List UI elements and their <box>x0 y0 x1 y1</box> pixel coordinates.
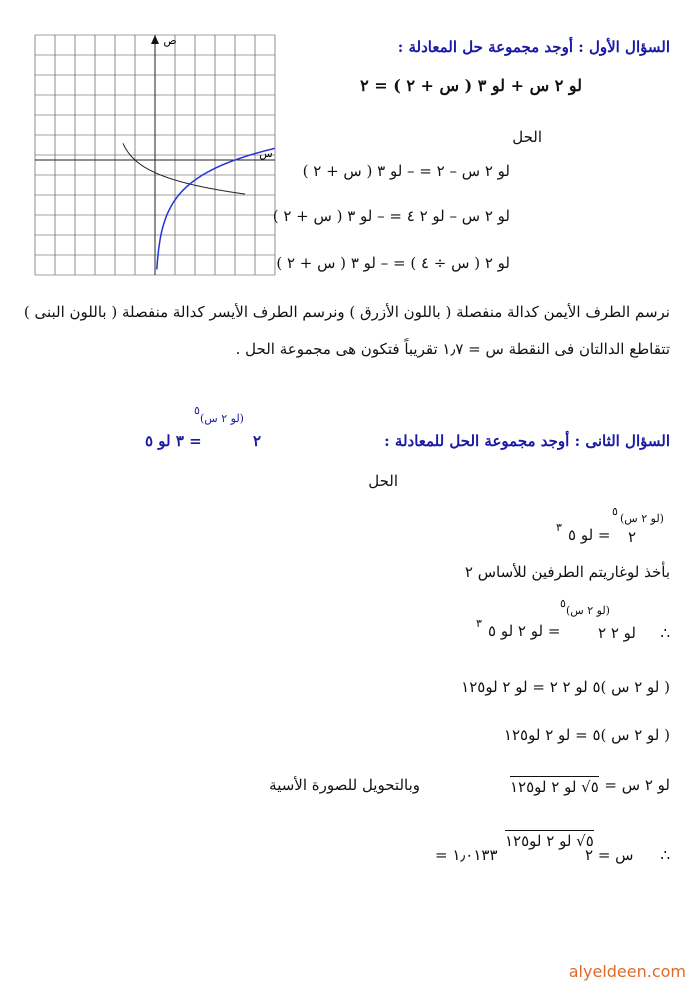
question-2-title: السؤال الثانى : أوجد مجموعة الحل للمعادلة : <box>384 432 670 450</box>
x-axis-label: س <box>259 147 273 160</box>
step-3: لو ٢ ( س ÷ ٤ ) = – لو ٣ ( س + ٢ ) <box>276 254 510 272</box>
line-2-rhs-power: ٣ <box>476 617 482 630</box>
y-axis-label: ص <box>163 34 177 47</box>
line-5-root: ٥√ لو ٢ لو١٢٥ <box>510 778 599 796</box>
question-2-exponent-power: ٥ <box>194 404 200 417</box>
right-side-curve <box>157 148 275 269</box>
line-5-lhs: لو ٢ س = <box>604 776 670 794</box>
line-2-rhs: = لو ٢ لو ٥ <box>488 622 561 640</box>
question-2-rhs: = ٣ لو ٥ <box>145 432 202 450</box>
line-1-rhs: = لو ٥ <box>568 526 611 544</box>
line-4: ( لو ٢ س )٥ = لو ٢ لو١٢٥ <box>503 726 670 744</box>
line-2-lhs: لو ٢ ٢ <box>598 624 636 642</box>
site-watermark: alyeldeen.com <box>568 962 686 981</box>
line-1-power: ٥ <box>612 505 618 518</box>
take-log-text: بأخذ لوغاريتم الطرفين للأساس ٢ <box>464 563 670 581</box>
therefore-symbol-1: ∴ <box>660 624 670 642</box>
step-2: لو ٢ س – لو ٢ ٤ = – لو ٣ ( س + ٢ ) <box>272 207 510 225</box>
y-axis-arrow <box>151 35 159 44</box>
solution-label-1: الحل <box>512 128 542 146</box>
line-1-rhs-power: ٣ <box>556 521 562 534</box>
question-1-equation: لو ٢ س + لو ٣ ( س + ٢ ) = ٢ <box>360 76 582 95</box>
function-graph <box>30 30 280 280</box>
line-5-text: وبالتحويل للصورة الأسية <box>269 776 420 794</box>
step-1: لو ٢ س – ٢ = – لو ٣ ( س + ٢ ) <box>302 162 510 180</box>
note-1: نرسم الطرف الأيمن كدالة منفصلة ( باللون الأزرق ) ونرسم الطرف الأيسر كدالة منفصلة ( باللون البنى ) <box>23 303 670 321</box>
question-2-base: ٢ <box>253 432 262 450</box>
question-2-exponent: (لو ٢ س) <box>200 412 244 425</box>
line-6-rhs: = ١٫٠١٣٣ <box>435 846 498 864</box>
line-6-lhs: س = ٢ <box>585 846 634 864</box>
line-6-root: ٥√ لو ٢ لو١٢٥ <box>505 832 594 850</box>
line-2-power: ٥ <box>560 597 566 610</box>
line-2-exponent: (لو ٢ س) <box>566 604 610 617</box>
left-side-curve <box>123 143 245 194</box>
question-1-title: السؤال الأول : أوجد مجموعة حل المعادلة : <box>397 38 670 56</box>
line-1-exponent: (لو ٢ س) <box>620 512 664 525</box>
note-2: تتقاطع الدالتان فى النقطة س = ١٫٧ تقريباً فتكون هى مجموعة الحل . <box>235 340 670 358</box>
therefore-symbol-2: ∴ <box>660 846 670 864</box>
solution-label-2: الحل <box>368 472 398 490</box>
line-1-base: ٢ <box>628 528 637 546</box>
line-3: ( لو ٢ س )٥ لو ٢ ٢ = لو ٢ لو١٢٥ <box>461 678 670 696</box>
